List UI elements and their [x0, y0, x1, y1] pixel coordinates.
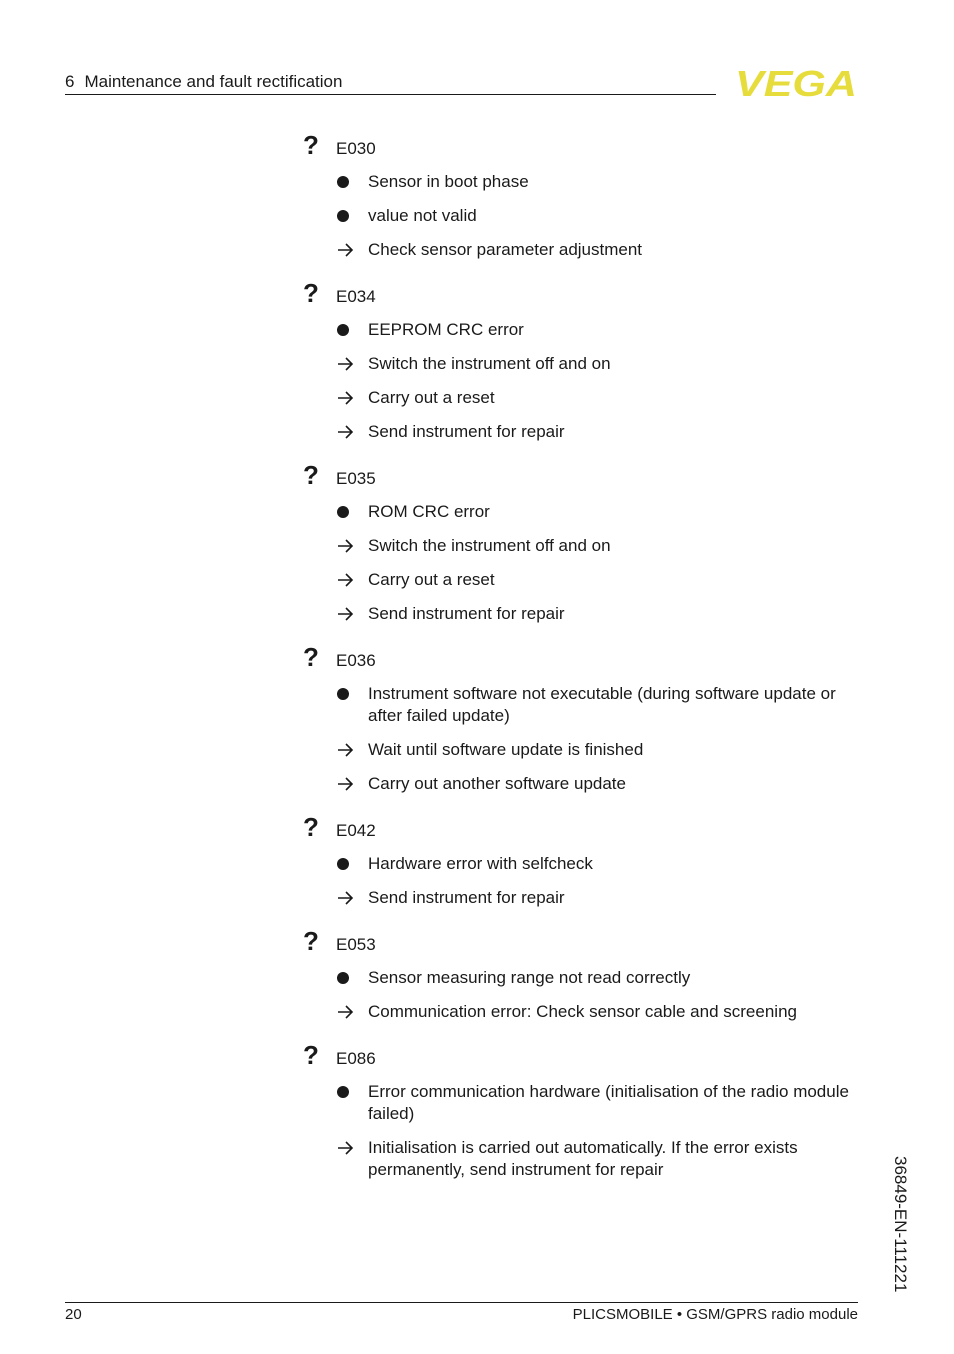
arrow-right-icon — [336, 239, 368, 261]
item-text: Carry out a reset — [368, 388, 495, 407]
arrow-right-icon — [336, 1137, 368, 1159]
action-item — [300, 887, 865, 909]
arrow-right-icon — [336, 569, 368, 591]
question-icon: ? — [303, 642, 319, 672]
bullet-icon — [336, 967, 368, 989]
action-item — [300, 739, 865, 761]
fault-code: E086 — [336, 1049, 376, 1068]
logo-text: VEGA — [735, 65, 857, 99]
fault-block — [300, 813, 865, 909]
fault-list — [300, 131, 865, 1199]
item-text: value not valid — [368, 206, 477, 225]
action-item — [300, 1137, 865, 1181]
chapter-number: 6 — [65, 72, 75, 91]
action-item — [300, 1001, 865, 1023]
fault-block — [300, 1041, 865, 1181]
page-number: 20 — [65, 1306, 82, 1323]
item-text: Sensor in boot phase — [368, 172, 529, 191]
item-text: ROM CRC error — [368, 502, 490, 521]
fault-heading — [300, 927, 865, 955]
question-icon: ? — [303, 926, 319, 956]
question-icon: ? — [303, 460, 319, 490]
arrow-right-icon — [336, 387, 368, 409]
chapter-title: Maintenance and fault rectification — [84, 72, 343, 91]
fault-heading — [300, 813, 865, 841]
product-title: PLICSMOBILE • GSM/GPRS radio module — [572, 1306, 858, 1323]
cause-item — [300, 967, 865, 989]
question-icon: ? — [303, 130, 319, 160]
fault-block — [300, 461, 865, 625]
item-text: Check sensor parameter adjustment — [368, 240, 643, 259]
fault-code: E053 — [336, 935, 376, 954]
arrow-right-icon — [336, 739, 368, 761]
item-text: Hardware error with selfcheck — [368, 854, 593, 873]
fault-heading — [300, 279, 865, 307]
cause-item — [300, 205, 865, 227]
item-text: Switch the instrument off and on — [368, 536, 611, 555]
arrow-right-icon — [336, 535, 368, 557]
action-item — [300, 569, 865, 591]
arrow-right-icon — [336, 603, 368, 625]
cause-item — [300, 319, 865, 341]
item-text: Wait until software update is finished — [368, 740, 644, 759]
bullet-icon — [336, 683, 368, 705]
action-item — [300, 421, 865, 443]
item-text: Send instrument for repair — [368, 888, 565, 907]
cause-item — [300, 1081, 865, 1125]
action-item — [300, 773, 865, 795]
action-item — [300, 535, 865, 557]
item-text: Send instrument for repair — [368, 604, 565, 623]
cause-item — [300, 171, 865, 193]
bullet-icon — [336, 1081, 368, 1103]
item-text: EEPROM CRC error — [368, 320, 524, 339]
item-text: Communication error: Check sensor cable and screening — [368, 1002, 797, 1021]
item-text: Carry out a reset — [368, 570, 495, 589]
bullet-icon — [336, 501, 368, 523]
fault-heading — [300, 643, 865, 671]
header-divider — [65, 94, 716, 95]
question-icon: ? — [303, 278, 319, 308]
item-text: Switch the instrument off and on — [368, 354, 611, 373]
cause-item — [300, 683, 865, 727]
bullet-icon — [336, 171, 368, 193]
arrow-right-icon — [336, 773, 368, 795]
arrow-right-icon — [336, 421, 368, 443]
action-item — [300, 603, 865, 625]
fault-code: E036 — [336, 651, 376, 670]
arrow-right-icon — [336, 887, 368, 909]
fault-block — [300, 279, 865, 443]
fault-code: E034 — [336, 287, 376, 306]
cause-item — [300, 501, 865, 523]
item-text: Send instrument for repair — [368, 422, 565, 441]
cause-item — [300, 853, 865, 875]
bullet-icon — [336, 205, 368, 227]
side-document-code — [889, 1156, 911, 1306]
item-text: Initialisation is carried out automatically. If the error exists permanently, send instrument for repair — [368, 1138, 798, 1179]
arrow-right-icon — [336, 1001, 368, 1023]
action-item — [300, 353, 865, 375]
fault-code: E030 — [336, 139, 376, 158]
question-icon: ? — [303, 812, 319, 842]
vega-logo — [734, 65, 858, 99]
item-text: Error communication hardware (initialisation of the radio module failed) — [368, 1082, 849, 1123]
fault-code: E042 — [336, 821, 376, 840]
arrow-right-icon — [336, 353, 368, 375]
question-icon: ? — [303, 1040, 319, 1070]
fault-heading — [300, 131, 865, 159]
bullet-icon — [336, 853, 368, 875]
item-text: Carry out another software update — [368, 774, 626, 793]
fault-block — [300, 131, 865, 261]
bullet-icon — [336, 319, 368, 341]
fault-code: E035 — [336, 469, 376, 488]
document-code-text: 36849-EN-111221 — [891, 1156, 910, 1293]
fault-heading — [300, 461, 865, 489]
fault-block — [300, 927, 865, 1023]
item-text: Sensor measuring range not read correctly — [368, 968, 691, 987]
fault-heading — [300, 1041, 865, 1069]
action-item — [300, 239, 865, 261]
item-text: Instrument software not executable (during software update or after failed update) — [368, 684, 836, 725]
fault-block — [300, 643, 865, 795]
chapter-heading — [65, 71, 342, 93]
footer-divider — [65, 1302, 858, 1303]
action-item — [300, 387, 865, 409]
